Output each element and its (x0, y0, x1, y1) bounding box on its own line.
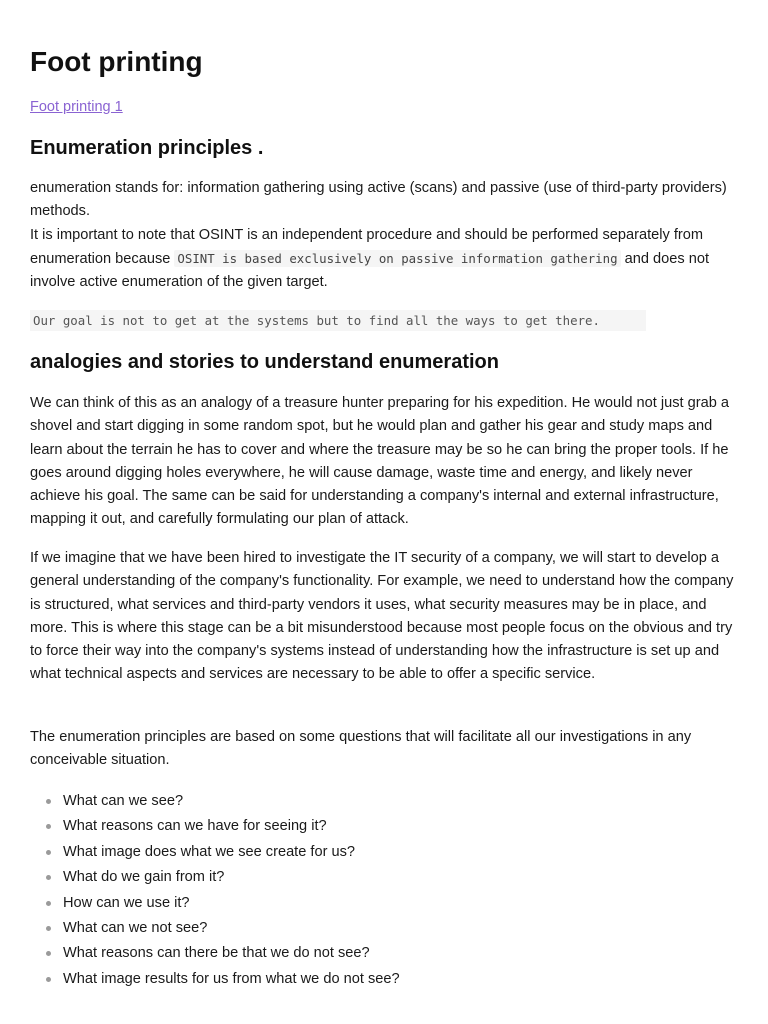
list-item: What reasons can there be that we do not see? (63, 941, 735, 966)
intro-sentence-3: and does not involve active enumeration of the given target. (30, 250, 710, 291)
foot-printing-1-link[interactable]: Foot printing 1 (30, 99, 123, 115)
intro-sentence-1: enumeration stands for: information gathering using active (scans) and passive (use of third-party providers) methods. (30, 180, 727, 220)
list-item: What do we gain from it? (63, 865, 735, 890)
questions-list (30, 789, 735, 992)
goal-code-block: Our goal is not to get at the systems but to find all the ways to get there. (30, 310, 646, 331)
bullet-icon (46, 977, 51, 982)
enumeration-principles-heading: Enumeration principles . (30, 137, 264, 159)
bullet-icon (46, 901, 51, 906)
principles-questions-paragraph: The enumeration principles are based on some questions that will facilitate all our investigations in any conceivable situation. (30, 729, 692, 769)
it-security-paragraph: If we imagine that we have been hired to investigate the IT security of a company, we will start to develop a general understanding of the company's functionality. For example, we need to understand how the company is structured, what services and third-party vendors it uses, what security measures may be in place, and more. This is where this stage can be a bit misunderstood because most people focus on the obvious and try to force their way into the company's systems instead of understanding how the infrastructure is set up and what technical aspects and services are necessary to be able to offer a specific service. (30, 550, 734, 683)
treasure-hunter-paragraph: We can think of this as an analogy of a treasure hunter preparing for his expedition. He would not just grab a shovel and start digging in some random spot, but he would plan and gather his gear and study maps and learn about the terrain he has to cover and where the treasure may be so he can bring the proper tools. If he goes around digging holes everywhere, he will cause damage, waste time and energy, and likely never achieve his goal. The same can be said for understanding a company's internal and external infrastructure, mapping it out, and carefully formulating our plan of attack. (30, 395, 730, 528)
intro-sentence-2: It is important to note that OSINT is an independent procedure and should be performed separately from enumeration because (30, 226, 704, 267)
page-title: Foot printing (30, 46, 203, 77)
bullet-icon (46, 926, 51, 931)
analogies-heading: analogies and stories to understand enumeration (30, 351, 499, 373)
bullet-icon (46, 951, 51, 956)
bullet-icon (46, 875, 51, 880)
list-item: What can we not see? (63, 916, 735, 941)
list-item: What can we see? (63, 789, 735, 814)
enumeration-intro-paragraph (30, 177, 735, 294)
bullet-icon (46, 850, 51, 855)
list-item: What image does what we see create for us? (63, 840, 735, 865)
osint-inline-code: OSINT is based exclusively on passive information gathering (174, 250, 620, 267)
list-item: What reasons can we have for seeing it? (63, 814, 735, 839)
bullet-icon (46, 799, 51, 804)
bullet-icon (46, 824, 51, 829)
list-item: What image results for us from what we do not see? (63, 967, 735, 992)
list-item: How can we use it? (63, 891, 735, 916)
